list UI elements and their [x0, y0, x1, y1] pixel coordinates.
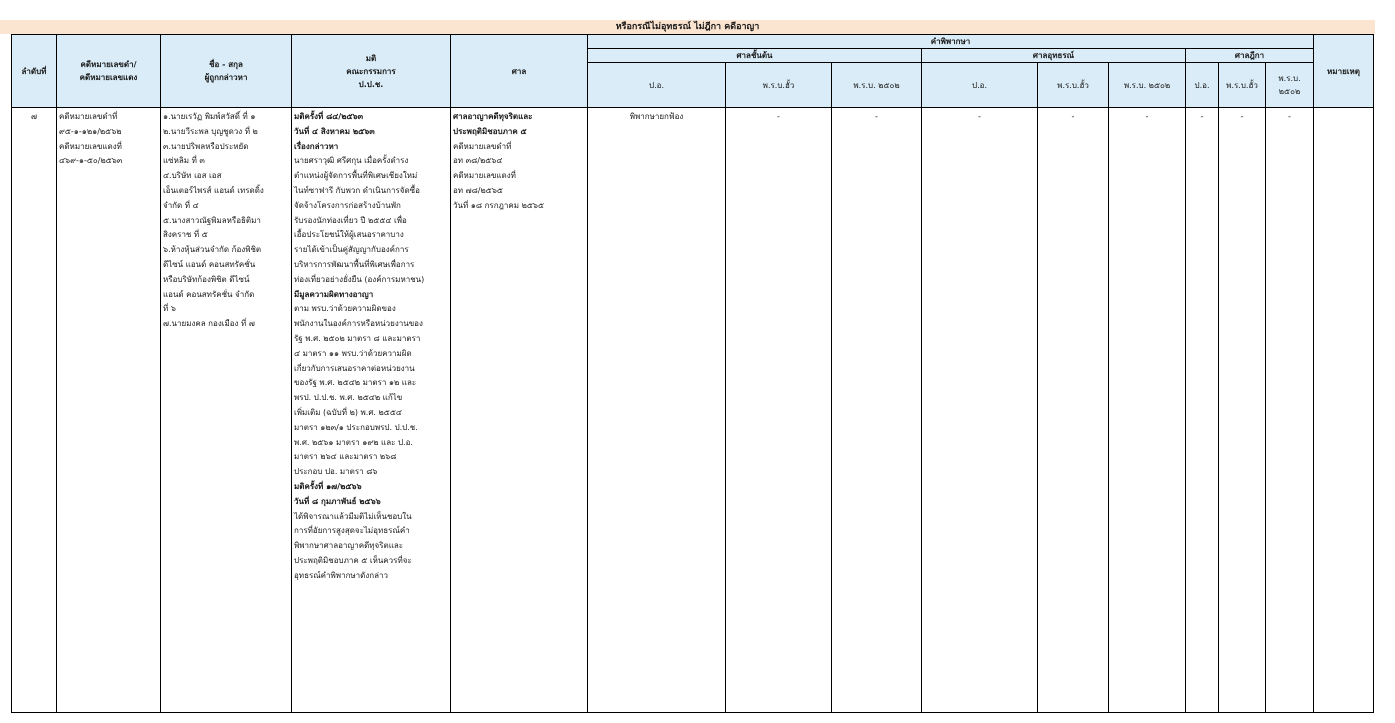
resolution-line: เรื่องกล่าวหา: [294, 141, 339, 151]
resolution-line: บริหารการพัฒนาพื้นที่พิเศษเพื่อการ: [294, 259, 415, 269]
resolution-header-line-2: คณะกรรมการ: [346, 66, 396, 76]
resolution-line: อุทธรณ์คำพิพากษาดังกล่าว: [294, 570, 389, 580]
judgment-table: [11, 34, 1374, 713]
resolution-line: ตำแหน่งผู้จัดการพื้นที่พิเศษเชียงใหม่: [294, 171, 418, 181]
accused-line: ๕.นางสาวณัฐพิมลหรือธิติมา: [163, 215, 261, 225]
col-header-resolution: [292, 35, 451, 108]
case-number-header-line-1: คดีหมายเลขดำ/: [80, 60, 137, 69]
case-number-header-line-2: คดีหมายเลขแดง: [79, 73, 138, 82]
appeal-pr-2502: พ.ร.บ. ๒๕๐๒: [1109, 63, 1186, 108]
cell-supreme-pr-ua: -: [1219, 108, 1266, 713]
cell-appeal-pr-ua: -: [1038, 108, 1109, 713]
resolution-line: รัฐ พ.ศ. ๒๕๐๒ มาตรา ๘ และมาตรา: [294, 333, 421, 343]
first-instance-pr-2502: พ.ร.บ. ๒๕๐๒: [832, 63, 922, 108]
resolution-line: มาตรา ๒๖๔ และมาตรา ๒๖๘: [294, 452, 397, 462]
cell-first-po: พิพากษายกฟ้อง: [588, 108, 726, 713]
resolution-line: ไนท์ซาฟารี กับพวก ดำเนินการจัดซื้อ: [294, 185, 420, 195]
court-line: ศาลอาญาคดีทุจริตและ: [453, 112, 533, 121]
accused-line: แอนด์ คอนสทรัคชั่น จำกัด: [163, 289, 255, 299]
case-line: ๔๖๙-๑-๕๐/๒๕๖๓: [59, 156, 123, 166]
accused-line: เอ็นเตอร์ไพรส์ แอนด์ เทรดดิ้ง: [163, 185, 264, 195]
court-line: อท ๗๘/๒๕๖๕: [453, 185, 503, 195]
accused-line: ๓.นายปริพลหรือประหยัด: [163, 141, 249, 151]
resolution-header-line-3: ป.ป.ช.: [358, 79, 384, 89]
resolution-line: นายศราวุฒิ ศรีศกุน เมื่อครั้งดำรง: [294, 156, 409, 166]
col-header-court: ศาล: [451, 35, 588, 108]
court-line: ประพฤติมิชอบภาค ๕: [453, 126, 527, 136]
resolution-line: การที่อัยการสูงสุดจะไม่อุทธรณ์คำ: [294, 526, 410, 536]
appeal-po: ป.อ.: [922, 63, 1038, 108]
resolution-line: ตาม พรบ.ว่าด้วยความผิดของ: [294, 304, 396, 314]
court-line: อท ๓๘/๒๕๖๔: [453, 156, 503, 166]
resolution-line: มติครั้งที่ ๘๔/๒๕๖๓: [294, 112, 364, 121]
accused-line: ๔.บริษัท เอส เอส: [163, 171, 222, 181]
resolution-line: รายได้เข้าเป็นคู่สัญญากับองค์การ: [294, 245, 409, 255]
col-header-first-instance: ศาลชั้นต้น: [588, 49, 922, 63]
cell-appeal-pr-2502: -: [1109, 108, 1186, 713]
cell-no: ๗: [12, 108, 57, 713]
resolution-line: ๔ มาตรา ๑๑ พรบ.ว่าด้วยความผิด: [294, 348, 412, 358]
col-header-no: ลำดับที่: [12, 35, 57, 108]
accused-header-line-1: ชื่อ - สกุล: [209, 60, 243, 69]
resolution-line: พนักงานในองค์การหรือหน่วยงานของ: [294, 319, 423, 329]
resolution-line: เกี่ยวกับการเสนอราคาต่อหน่วยงาน: [294, 363, 415, 373]
first-instance-po: ป.อ.: [588, 63, 726, 108]
resolution-line: พ.ศ. ๒๕๖๑ มาตรา ๑๙๒ และ ป.อ.: [294, 437, 413, 447]
resolution-line: จัดจ้างโครงการก่อสร้างบ้านพัก: [294, 200, 401, 210]
col-header-case-number: [57, 35, 161, 108]
case-line: ๙๕-๑-๑๒๑/๒๕๖๒: [59, 126, 122, 136]
resolution-line: พรป. ป.ป.ช. พ.ศ. ๒๕๔๒ แก้ไข: [294, 393, 403, 403]
resolution-line: พิพากษาศาลอาญาคดีทุจริตและ: [294, 541, 404, 551]
resolution-line: ประกอบ ปอ. มาตรา ๘๖: [294, 467, 378, 477]
accused-line: ๗.นายมงคล กองเมือง ที่ ๗: [163, 319, 255, 329]
col-header-judgment: คำพิพากษา: [588, 35, 1314, 49]
accused-line: ดีไซน์ แอนด์ คอนสทรัคชั่น: [163, 259, 256, 269]
cell-supreme-po: -: [1186, 108, 1219, 713]
accused-line: ๖.ห้างหุ้นส่วนจำกัด ก้องพิชิต: [163, 245, 262, 255]
resolution-line: ประพฤติมิชอบภาค ๕ เห็นควรที่จะ: [294, 555, 412, 565]
resolution-line: รับรองนักท่องเที่ยว ปี ๒๕๕๔ เพื่อ: [294, 215, 407, 225]
cell-remarks: [1314, 108, 1374, 713]
appeal-pr-ua: พ.ร.บ.ฮั้ว: [1038, 63, 1109, 108]
court-line: คดีหมายเลขแดงที่: [453, 171, 516, 181]
resolution-line: วันที่ ๘ กุมภาพันธ์ ๒๕๖๖: [294, 496, 381, 506]
resolution-line: เอื้อประโยชน์ให้ผู้เสนอราคาบาง: [294, 230, 404, 240]
cell-court: [451, 108, 588, 713]
resolution-line: เพิ่มเติม (ฉบับที่ ๒) พ.ศ. ๒๕๕๔: [294, 407, 402, 417]
accused-line: ๒.นายวีระพล บุญชูดวง ที่ ๒: [163, 126, 258, 136]
supreme-pr-2502-line-1: พ.ร.บ.: [1278, 74, 1301, 83]
cell-accused: [161, 108, 292, 713]
supreme-pr-2502: [1266, 63, 1314, 108]
accused-line: ที่ ๖: [163, 304, 176, 314]
cell-supreme-pr-2502: -: [1266, 108, 1314, 713]
accused-line: หรือบริษัทก้องพิชิต ดีไซน์: [163, 274, 250, 284]
resolution-line: ของรัฐ พ.ศ. ๒๕๔๒ มาตรา ๑๒ และ: [294, 378, 417, 388]
col-header-accused: [161, 35, 292, 108]
first-instance-pr-ua: พ.ร.บ.ฮั้ว: [726, 63, 832, 108]
case-line: คดีหมายเลขแดงที่: [59, 141, 122, 151]
page-title: หรือกรณีไม่อุทธรณ์ ไม่ฎีกา คดีอาญา: [615, 22, 760, 32]
resolution-line: วันที่ ๔ สิงหาคม ๒๕๖๓: [294, 126, 375, 136]
cell-first-pr-ua: -: [726, 108, 832, 713]
court-line: คดีหมายเลขดำที่: [453, 141, 512, 151]
accused-header-line-2: ผู้ถูกกล่าวหา: [204, 73, 248, 82]
accused-line: แซ่หลิม ที่ ๓: [163, 156, 205, 166]
resolution-line: มติครั้งที่ ๑๗/๒๕๖๖: [294, 481, 362, 491]
resolution-line: ได้พิจารณาแล้วมีมติไม่เห็นชอบใน: [294, 511, 412, 521]
accused-line: สิงคราช ที่ ๕: [163, 230, 208, 240]
case-line: คดีหมายเลขดำที่: [59, 112, 118, 121]
accused-line: ๑.นายเรวัฏ พิมพ์สวัสดิ์ ที่ ๑: [163, 112, 256, 121]
cell-case-number: [57, 108, 161, 713]
resolution-line: มาตรา ๑๒๓/๑ ประกอบพรป. ป.ป.ช.: [294, 422, 418, 432]
table-row: [12, 108, 1374, 713]
cell-resolution: [292, 108, 451, 713]
resolution-line: มีมูลความผิดทางอาญา: [294, 289, 374, 299]
supreme-po: ป.อ.: [1186, 63, 1219, 108]
supreme-pr-ua: พ.ร.บ.ฮั้ว: [1219, 63, 1266, 108]
resolution-line: ท่องเที่ยวอย่างยั่งยืน (องค์การมหาชน): [294, 274, 425, 284]
cell-first-pr-2502: -: [832, 108, 922, 713]
supreme-pr-2502-line-2: ๒๕๐๒: [1278, 87, 1301, 96]
col-header-appeal: ศาลอุทธรณ์: [922, 49, 1186, 63]
col-header-supreme: ศาลฎีกา: [1186, 49, 1314, 63]
resolution-header-line-1: มติ: [365, 53, 377, 63]
col-header-remarks: หมายเหตุ: [1314, 35, 1374, 108]
cell-appeal-po: -: [922, 108, 1038, 713]
accused-line: จำกัด ที่ ๔: [163, 200, 199, 210]
court-line: วันที่ ๑๘ กรกฎาคม ๒๕๖๕: [453, 200, 545, 210]
